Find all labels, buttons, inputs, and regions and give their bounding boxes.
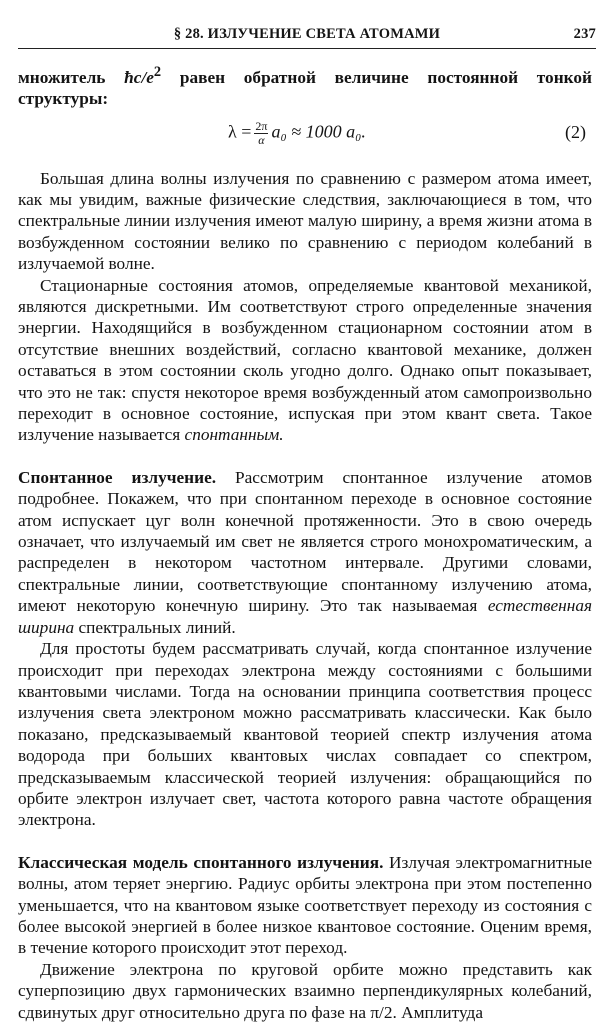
paragraph-1: Большая длина волны излучения по сравнению с размером атома имеет, как мы увидим, важные физические следствия, заключающиеся в том, что спектральные линии излучения имеют малую ширину, а время жизни атома в возбужденном состоянии велико по сравнению с периодом колебаний в излучаемой волне. <box>18 168 592 274</box>
equation-fraction <box>254 120 268 147</box>
fine-structure-exponent: 2 <box>153 64 162 80</box>
paragraph-6: Движение электрона по круговой орбите можно представить как суперпозицию двух гармонических взаимно перпендикулярных колебаний, сдвинутых друг относительно друга по фазе на π/2. Амплитуда <box>18 959 592 1022</box>
subheading-classical-model: Классическая модель спонтанного излучения. <box>18 852 384 872</box>
equation-rhs: a₀ ≈ 1000 a₀. <box>271 121 366 142</box>
page-body <box>18 62 592 1023</box>
running-header <box>18 22 596 49</box>
paragraph-4: Для простоты будем рассматривать случай, когда спонтанное излучение происходит при переходах электрона между состояниями с большими квантовыми числами. Тогда на основании принципа соответствия процесс излучения света электроном можно рассматривать классически. Как было показано, предсказываемый квантовой теорией спектр излучения атома водорода при больших квантовых числах совпадает со спектром, предсказываемым классической теорией излучения: обращающийся по орбите электрон излучает свет, частота которого равна частоте обращения электрона. <box>18 639 592 830</box>
paragraph-3-text: Рассмотрим спонтанное излучение атомов подробнее. Покажем, что при спонтанном переходе в основное состояние атом испускает цуг волн конечной протяженности. Это в свою очередь означает, что излучаемый им свет не является строго монохроматическим, а распределен в некотором частотном интервале. Другими словами, спектральные линии, соответствующие спонтанному излучению атома, имеют некоторую конечную ширину. Это так называемая <box>18 467 593 616</box>
paragraph-2-text: Стационарные состояния атомов, определяемые квантовой механикой, являются дискретными. Им соответствуют строго определенные значения энергии. Находящийся в возбужденном стационарном состоянии атом в отсутствие внешних воздействий, согласно квантовой механике, должен оставаться в этом состоянии сколь угодно долго. Однако опыт показывает, что это не так: спустя некоторое время возбужденный атом самопроизвольно переходит в основное состояние, испуская при этом квант света. Такое излучение называется <box>18 275 592 445</box>
subheading-spontaneous-emission: Спонтанное излучение. <box>18 467 217 487</box>
equation-lhs: λ = <box>228 121 252 142</box>
equation-number: (2) <box>565 121 586 142</box>
section-title: § 28. ИЗЛУЧЕНИЕ СВЕТА АТОМАМИ <box>173 26 441 42</box>
equation-2 <box>18 112 592 158</box>
equation-expression <box>228 120 366 147</box>
paragraph-2 <box>18 275 592 446</box>
fine-structure-expr: ħc/e <box>124 67 154 87</box>
paragraph-5 <box>18 852 592 959</box>
paragraph-5-text: Излучая электромагнитные волны, атом теряет энергию. Радиус орбиты электрона при этом постепенно уменьшается, что на квантовом языке соответствует переходу из состояния с более высокой энергией в более низкое квантовое состояние. Оценим время, в течение которого происходит этот переход. <box>18 852 592 958</box>
page-number: 237 <box>573 26 596 42</box>
intro-text-rest: равен обратной величине постоянной тонкой структуры: <box>18 67 592 109</box>
fraction-numerator: 2π <box>255 118 268 133</box>
intro-text: множитель <box>18 67 125 87</box>
fraction-denominator: α <box>258 132 265 147</box>
term-spontaneous: спонтанным. <box>184 425 284 445</box>
paragraph-3 <box>18 467 592 638</box>
intro-line <box>18 62 592 110</box>
paragraph-3-text-end: спектральных линий. <box>74 617 236 637</box>
term-natural-width: естественная ширина <box>18 596 592 637</box>
